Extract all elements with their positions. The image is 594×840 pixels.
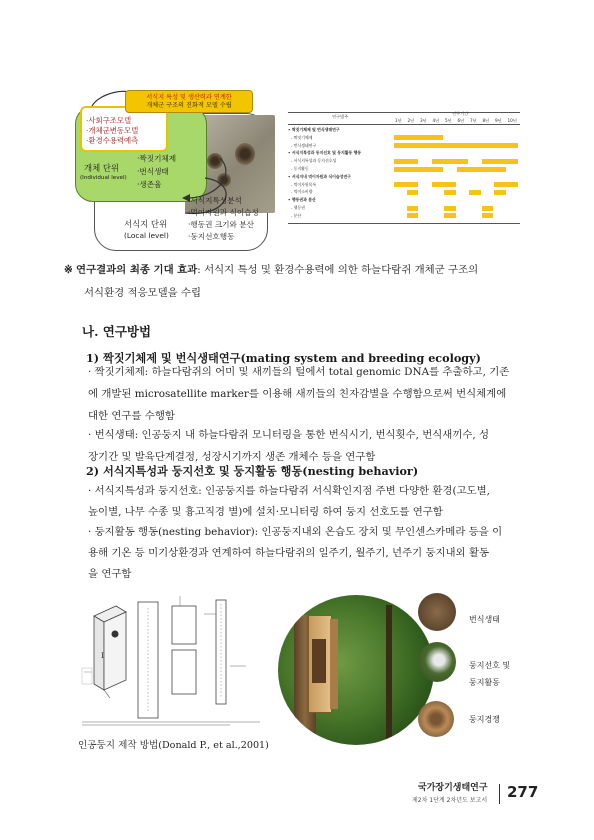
schedule-row-label: - 먹이자원목록 xyxy=(291,181,317,187)
sub1-line: · 번식생태: 인공둥지 내 하늘다람쥐 모니터링을 통한 번식시기, 번식횟수, 번식새끼수, 성 xyxy=(88,429,490,441)
subsection-1-title: 1) 짝짓기체제 및 번식생태연구(mating system and breeding ecology) xyxy=(86,351,481,365)
schedule-bar xyxy=(407,206,419,211)
schedule-row-label: - 행동권 xyxy=(291,205,305,210)
schedule-bar xyxy=(394,143,518,148)
year-header: 2년 xyxy=(407,118,415,123)
sub2-line: · 서식지특성과 둥지선호: 인공둥지를 하늘다람쥐 서식확인지점 주변 다양한 환경(고도별, xyxy=(88,485,490,497)
sub1-line: 장기간 및 발육단계결정, 성장시기까지 생존 개체수 등을 연구함 xyxy=(88,451,376,463)
schedule-row-label: • 행동권과 분산 xyxy=(288,197,316,203)
schedule-bar xyxy=(407,190,419,195)
year-header: 7년 xyxy=(470,118,477,123)
schedule-row-label: • 서식지특성과 둥지선호 및 둥지활동 행동 xyxy=(288,150,362,156)
footer-org: 국가장기생태연구 xyxy=(418,783,488,793)
sub1-line: 에 개발된 microsatellite marker를 이용해 새끼들의 친자감별을 수행함으로써 번식체계에 xyxy=(88,388,507,400)
year-header: 1년 xyxy=(395,118,402,123)
nestbox-side xyxy=(330,619,338,709)
local-item: ·먹이자원과 식이습성 xyxy=(188,208,259,217)
schedule-bar xyxy=(394,182,418,187)
local-sub: (Local level) xyxy=(124,231,169,240)
schedule-row-label: • 서식지내 먹이자원과 식이습성연구 xyxy=(288,173,351,179)
figure-caption: 인공둥지 제작 방법(Donald P., et al.,2001) xyxy=(78,740,269,751)
note-marker: ※ xyxy=(64,264,73,276)
sub1-line: 대한 연구를 수행함 xyxy=(88,410,175,422)
schedule-bar xyxy=(444,213,456,218)
schedule-bar xyxy=(432,159,469,164)
page-number: 277 xyxy=(507,783,539,801)
local-item: ·둥지선호행동 xyxy=(188,232,235,241)
photo-label: 둥지활동 xyxy=(469,678,500,687)
schedule-bar xyxy=(444,190,456,195)
footer-divider xyxy=(499,784,500,804)
research-concept-diagram xyxy=(70,88,275,248)
year-header: 6년 xyxy=(457,118,465,123)
year-header: 8년 xyxy=(482,118,490,123)
footer-report: 제2차 1단계 2차년도 보고서 xyxy=(412,797,488,804)
schedule-bar xyxy=(394,135,443,140)
indiv-title: 개체 단위 xyxy=(84,163,120,173)
period-label: 연구기간 xyxy=(452,111,469,116)
pop-item: ·사회구조모델 xyxy=(86,116,132,125)
schedule-bar xyxy=(407,213,419,218)
schedule-row-label: - 먹이소비량 xyxy=(291,189,313,195)
nestbox-blueprint xyxy=(80,586,270,734)
year-header: 10년 xyxy=(507,118,517,123)
section-title: 나. 연구방법 xyxy=(82,324,152,339)
schedule-row-label: - 번식생태연구 xyxy=(291,142,317,148)
pop-item: ·개체군변동모델 xyxy=(86,126,139,135)
local-title: 서식지 단위 xyxy=(124,219,168,229)
nest-preference-inset-photo xyxy=(418,642,456,682)
schedule-bar xyxy=(394,159,418,164)
blueprint-drawing xyxy=(80,586,270,726)
sub2-line: 용해 기온 등 미기상환경과 연계하여 하늘다람쥐의 일주기, 월주기, 년주기 둥지내외 활동 xyxy=(88,547,489,559)
sub2-line: 을 연구함 xyxy=(88,568,132,580)
schedule-bar xyxy=(469,190,481,195)
table-rule xyxy=(288,112,520,113)
outcome-line-1 xyxy=(64,259,478,282)
schedule-bar xyxy=(394,167,443,172)
nestbox-field-photo xyxy=(278,595,434,745)
subsection-2-title: 2) 서식지특성과 둥지선호 및 둥지활동 행동(nesting behavior) xyxy=(86,464,419,478)
schedule-bar xyxy=(482,213,494,218)
pop-item: ·환경수용력예측 xyxy=(86,136,139,145)
nest-competition-inset-photo xyxy=(418,701,454,737)
schedule-row-label: - 둥지활동 xyxy=(291,166,309,171)
schedule-bar xyxy=(494,182,518,187)
schedule-bar xyxy=(444,206,456,211)
table-rule xyxy=(288,223,520,224)
indiv-sub: (Individual level) xyxy=(80,175,127,181)
research-schedule-table xyxy=(288,110,520,225)
year-header: 4년 xyxy=(432,118,440,123)
blueprint-roman-label: I xyxy=(101,652,104,660)
schedule-bar xyxy=(494,190,506,195)
table-rule xyxy=(288,124,520,125)
breeding-inset-photo xyxy=(418,593,456,631)
col-label: 연구범주 xyxy=(332,114,349,119)
schedule-bar xyxy=(432,182,456,187)
year-header: 9년 xyxy=(495,118,502,123)
photo-label: 둥지경쟁 xyxy=(469,715,500,724)
indiv-item: ·생존율 xyxy=(137,180,162,189)
tree-trunk xyxy=(386,605,392,745)
local-item: ·행동권 크기와 분산 xyxy=(188,220,254,229)
outcome-text: : 서식지 특성 및 환경수용력에 의한 하늘다람쥐 개체군 구조의 xyxy=(197,264,479,276)
sub2-line: · 둥지활동 행동(nesting behavior): 인공둥지내외 온습도 장치 및 무인센스카메라 등을 이 xyxy=(88,526,503,538)
year-header: 5년 xyxy=(445,118,452,123)
outcome-line-2: 서식환경 적응모델을 수립 xyxy=(84,287,202,299)
indiv-item: ·짝짓기체제 xyxy=(137,154,177,163)
nestbox-opening xyxy=(312,639,326,683)
year-header: 3년 xyxy=(420,118,427,123)
photo-label: 둥지선호 및 xyxy=(469,661,511,670)
outcome-label: 연구결과의 최종 기대 효과 xyxy=(76,264,198,276)
schedule-row-label: - 짝짓기체제 xyxy=(291,134,313,140)
indiv-item: ·번식생태 xyxy=(137,167,169,176)
sub2-line: 높이별, 나무 수종 및 흉고직경 별)에 설치·모니터링 하여 둥지 선호도를 연구함 xyxy=(88,506,443,518)
schedule-bar xyxy=(457,167,506,172)
schedule-bar xyxy=(482,159,519,164)
sub1-line: · 짝짓기체제: 하늘다람쥐의 어미 및 새끼들의 털에서 total genomic DNA를 추출하고, 기존 xyxy=(88,366,510,378)
schedule-row-label: - 서식지특성과 둥지선호성 xyxy=(291,158,337,164)
schedule-row-label: - 분산 xyxy=(291,212,302,218)
schedule-bar xyxy=(482,206,494,211)
local-item: ·서식지특성분석 xyxy=(188,196,242,205)
schedule-row-label: • 짝짓기체제 및 번식생태연구 xyxy=(288,127,340,132)
photo-label: 번식생태 xyxy=(469,615,500,624)
model-goal-label: 서식지 특성 및 생산력과 연계한 개체군 구조의 진화적 모델 수립 xyxy=(125,90,253,113)
